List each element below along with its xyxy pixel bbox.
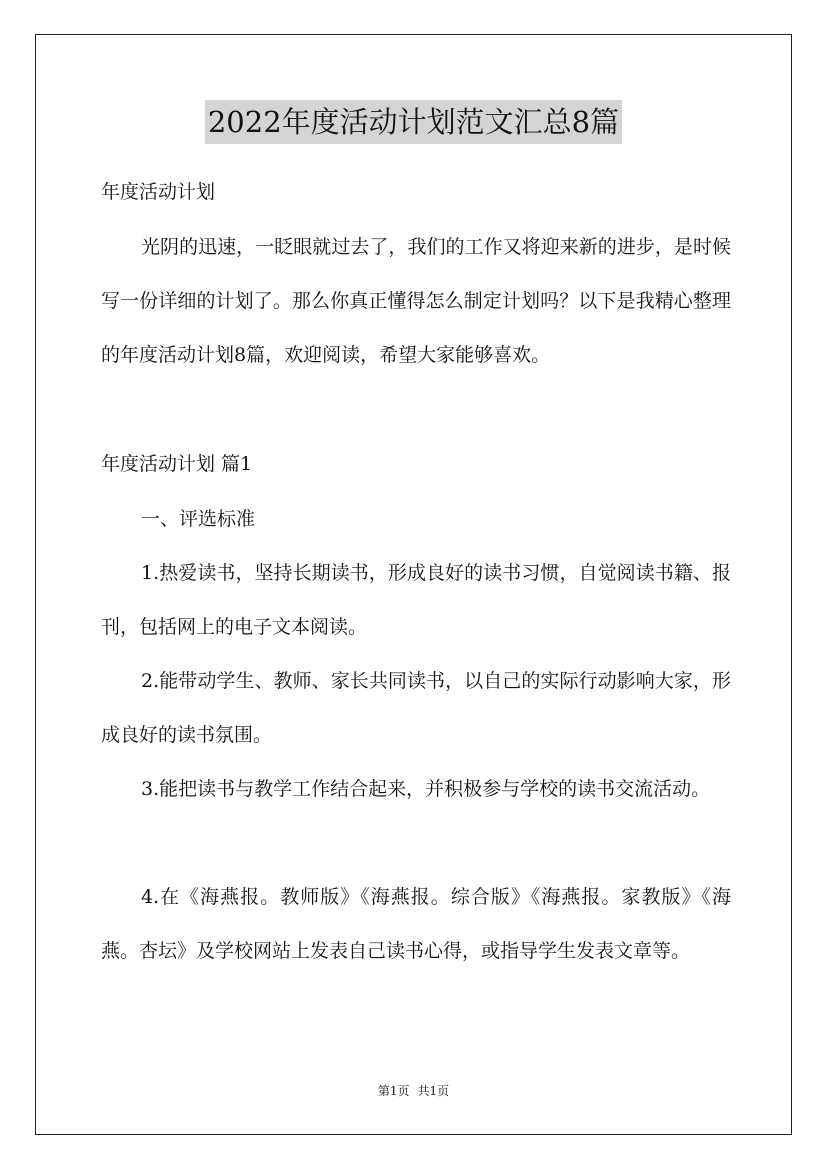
criteria-item-4: 4.在《海燕报。教师版》《海燕报。综合版》《海燕报。家教版》《海燕。杏坛》及学校网站上发表自己读书心得，或指导学生发表文章等。 — [101, 886, 731, 962]
intro-paragraph: 光阴的迅速，一眨眼就过去了，我们的工作又将迎来新的进步，是时候写一份详细的计划了。那么你真正懂得怎么制定计划吗？以下是我精心整理的年度活动计划8篇，欢迎阅读，希望大家能够喜欢。 — [101, 236, 731, 366]
section-title: 年度活动计划 篇1 — [101, 453, 253, 475]
document-heading: 年度活动计划 — [101, 181, 216, 203]
title-wrap — [0, 100, 827, 144]
page-total: 共1页 — [417, 1084, 450, 1098]
page-footer — [0, 1082, 827, 1100]
criteria-subheading: 一、评选标准 — [141, 508, 256, 530]
document-title: 2022年度活动计划范文汇总8篇 — [205, 100, 622, 144]
page-number: 第1页 — [377, 1084, 410, 1098]
criteria-item-1: 1.热爱读书，坚持长期读书，形成良好的读书习惯，自觉阅读书籍、报刊，包括网上的电子文本阅读。 — [101, 562, 731, 638]
criteria-item-2: 2.能带动学生、教师、家长共同读书，以自己的实际行动影响大家，形成良好的读书氛围。 — [101, 670, 731, 746]
criteria-item-3: 3.能把读书与教学工作结合起来，并积极参与学校的读书交流活动。 — [141, 778, 711, 800]
